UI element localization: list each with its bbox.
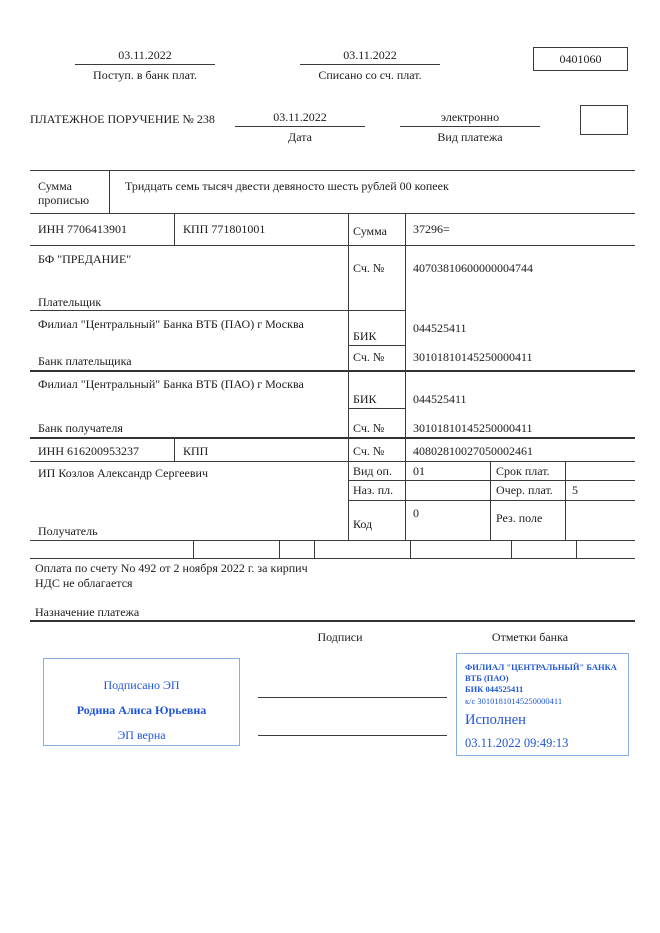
grid-hline (30, 245, 635, 246)
payment-purpose-line1: Оплата по счету No 492 от 2 ноября 2022 г. за кирпич (35, 561, 308, 575)
vid-op-value: 01 (413, 464, 425, 478)
signatures-header: Подписи (317, 630, 363, 644)
received-in-bank-label: Поступ. в банк плат. (93, 68, 197, 82)
payer-bank-name: Филиал "Центральный" Банка ВТБ (ПАО) г Москва (38, 317, 304, 331)
grid-hline (348, 480, 635, 481)
payer-bank-account: 30101810145250000411 (413, 350, 533, 364)
kod-label: Код (353, 517, 373, 531)
doc-title: ПЛАТЕЖНОЕ ПОРУЧЕНИЕ № 238 (30, 112, 215, 126)
beneficiary-bank-bik: 044525411 (413, 392, 467, 406)
payer-bank-bik-label: БИК (353, 329, 377, 343)
beneficiary-label: Получатель (38, 524, 98, 538)
grid-hline (348, 345, 405, 346)
bank-stamp-bik: БИК 044525411 (465, 684, 524, 694)
payer-account: 40703810600000004744 (413, 261, 533, 275)
grid-hline (30, 558, 635, 559)
beneficiary-bank-name: Филиал "Центральный" Банка ВТБ (ПАО) г Москва (38, 377, 304, 391)
esign-stamp (43, 658, 240, 746)
bank-stamp-name: ФИЛИАЛ "ЦЕНТРАЛЬНЫЙ" БАНКА ВТБ (ПАО) (465, 662, 617, 683)
ocher-plat-label: Очер. плат. (496, 483, 553, 497)
received-in-bank-date: 03.11.2022 (75, 48, 215, 65)
grid-vline (174, 437, 175, 461)
beneficiary-inn: ИНН 616200953237 (38, 444, 139, 458)
form-code-box (533, 47, 628, 71)
kod-value: 0 (413, 506, 419, 520)
payer-inn: ИНН 7706413901 (38, 222, 127, 236)
doc-date: 03.11.2022 (235, 110, 365, 127)
beneficiary-bank-bik-label: БИК (353, 392, 377, 406)
status-box-empty (580, 105, 628, 135)
grid-hline (30, 370, 635, 372)
grid-hline (30, 213, 635, 214)
payer-name: БФ "ПРЕДАНИЕ" (38, 252, 132, 266)
payer-bank-account-label: Сч. № (353, 350, 385, 364)
bank-stamp-corr: к/с 30101810145250000411 (465, 696, 563, 706)
sum-label: Сумма (353, 224, 387, 238)
payer-account-label: Сч. № (353, 261, 385, 275)
beneficiary-bank-label: Банк получателя (38, 421, 123, 435)
grid-vline (314, 540, 315, 558)
payment-kind-label: Вид платежа (437, 130, 503, 144)
amount-in-words: Тридцать семь тысяч двести девяносто шесть рублей 00 копеек (125, 179, 449, 193)
esign-name: Родина Алиса Юрьевна (76, 703, 207, 717)
grid-vline (109, 170, 110, 213)
bank-marks-header: Отметки банка (491, 630, 569, 644)
naz-pl-label: Наз. пл. (353, 483, 394, 497)
doc-date-label: Дата (288, 130, 312, 144)
beneficiary-account-label: Сч. № (353, 444, 385, 458)
grid-vline (405, 213, 406, 540)
grid-hline (30, 437, 635, 439)
payer-label: Плательщик (38, 295, 102, 309)
beneficiary-kpp: КПП (183, 444, 209, 458)
purpose-underline (30, 620, 635, 622)
payer-bank-label: Банк плательщика (38, 354, 132, 368)
grid-hline (348, 408, 405, 409)
grid-vline (193, 540, 194, 558)
grid-hline (30, 170, 635, 171)
amount-in-words-label: Сумма прописью (38, 179, 90, 207)
signature-line (258, 735, 447, 736)
esign-status: Подписано ЭП (103, 678, 180, 692)
srok-plat-label: Срок плат. (496, 464, 550, 478)
grid-vline (576, 540, 577, 558)
grid-vline (565, 461, 566, 540)
bank-stamp (456, 653, 629, 756)
bank-stamp-status: Исполнен (465, 712, 526, 728)
esign-valid: ЭП верна (117, 728, 166, 742)
bank-stamp-datetime: 03.11.2022 09:49:13 (465, 736, 569, 750)
rez-pole-label: Рез. поле (496, 511, 543, 525)
beneficiary-bank-account: 30101810145250000411 (413, 421, 533, 435)
payment-purpose-line2: НДС не облагается (35, 576, 133, 590)
beneficiary-name: ИП Козлов Александр Сергеевич (38, 466, 208, 480)
grid-vline (348, 213, 349, 540)
grid-vline (511, 540, 512, 558)
beneficiary-account: 40802810027050002461 (413, 444, 533, 458)
signature-line (258, 697, 447, 698)
payer-bank-bik: 044525411 (413, 321, 467, 335)
payer-kpp: КПП 771801001 (183, 222, 266, 236)
grid-vline (410, 540, 411, 558)
payment-kind: электронно (400, 110, 540, 127)
grid-vline (279, 540, 280, 558)
vid-op-label: Вид оп. (353, 464, 392, 478)
sum-value: 37296= (413, 222, 450, 236)
purpose-label: Назначение платежа (35, 605, 140, 619)
beneficiary-bank-account-label: Сч. № (353, 421, 385, 435)
ocher-plat-value: 5 (572, 483, 578, 497)
grid-hline (348, 500, 635, 501)
grid-vline (490, 461, 491, 540)
grid-vline (174, 213, 175, 245)
grid-hline (30, 540, 635, 541)
form-code: 0401060 (559, 52, 602, 66)
debited-date: 03.11.2022 (300, 48, 440, 65)
grid-hline (30, 461, 635, 462)
debited-label: Списано со сч. плат. (318, 68, 422, 82)
